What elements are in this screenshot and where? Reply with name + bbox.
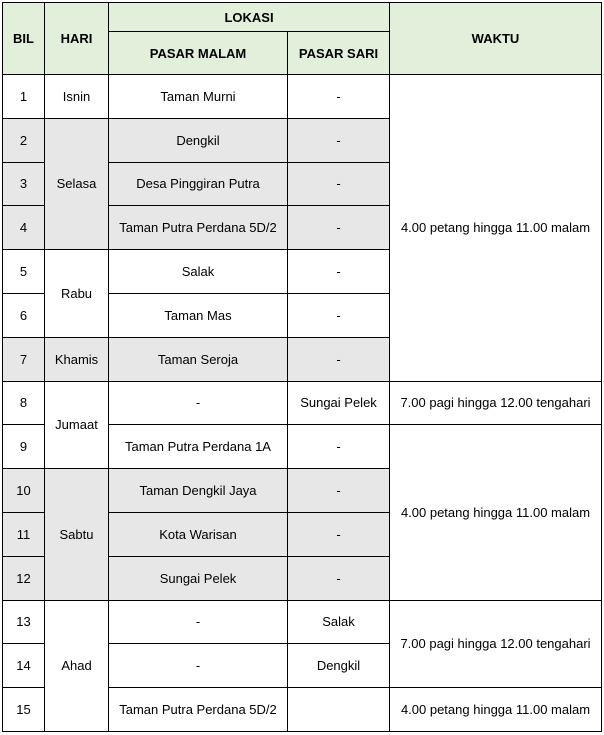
- row-number: 3: [3, 162, 45, 206]
- pasar-malam-cell: Taman Murni: [109, 75, 288, 119]
- pasar-malam-cell: Taman Mas: [109, 293, 288, 337]
- header-pasar-malam: PASAR MALAM: [109, 32, 288, 75]
- table-row: [3, 600, 602, 644]
- pasar-sari-cell: Salak: [288, 600, 390, 644]
- pasar-malam-cell: Kota Warisan: [109, 512, 288, 556]
- row-number: 2: [3, 118, 45, 162]
- day-cell: Rabu: [45, 250, 109, 338]
- row-number: 4: [3, 206, 45, 250]
- time-cell: 4.00 petang hingga 11.00 malam: [390, 688, 602, 732]
- row-number: 11: [3, 512, 45, 556]
- time-cell: 7.00 pagi hingga 12.00 tengahari: [390, 600, 602, 688]
- pasar-sari-cell: -: [288, 512, 390, 556]
- day-cell: Sabtu: [45, 469, 109, 600]
- day-cell: Khamis: [45, 337, 109, 381]
- pasar-sari-cell: -: [288, 250, 390, 294]
- pasar-sari-cell: -: [288, 293, 390, 337]
- row-number: 14: [3, 644, 45, 688]
- time-cell: 7.00 pagi hingga 12.00 tengahari: [390, 381, 602, 425]
- row-number: 10: [3, 469, 45, 513]
- pasar-malam-cell: -: [109, 381, 288, 425]
- time-cell: 4.00 petang hingga 11.00 malam: [390, 75, 602, 382]
- table-row: [3, 381, 602, 425]
- pasar-sari-cell: -: [288, 162, 390, 206]
- row-number: 13: [3, 600, 45, 644]
- header-lokasi: LOKASI: [109, 3, 390, 32]
- pasar-malam-cell: Taman Seroja: [109, 337, 288, 381]
- day-cell: Ahad: [45, 600, 109, 731]
- pasar-malam-cell: Desa Pinggiran Putra: [109, 162, 288, 206]
- pasar-sari-cell: -: [288, 556, 390, 600]
- header-waktu: WAKTU: [390, 3, 602, 75]
- pasar-malam-cell: Sungai Pelek: [109, 556, 288, 600]
- row-number: 12: [3, 556, 45, 600]
- pasar-sari-cell: Sungai Pelek: [288, 381, 390, 425]
- pasar-malam-cell: Salak: [109, 250, 288, 294]
- pasar-sari-cell: -: [288, 206, 390, 250]
- day-cell: Selasa: [45, 118, 109, 249]
- pasar-malam-cell: Taman Putra Perdana 5D/2: [109, 688, 288, 732]
- row-number: 5: [3, 250, 45, 294]
- pasar-sari-cell: -: [288, 118, 390, 162]
- pasar-malam-cell: Taman Putra Perdana 5D/2: [109, 206, 288, 250]
- pasar-malam-cell: Taman Dengkil Jaya: [109, 469, 288, 513]
- day-cell: Jumaat: [45, 381, 109, 469]
- pasar-malam-cell: Taman Putra Perdana 1A: [109, 425, 288, 469]
- header-bil: BIL: [3, 3, 45, 75]
- header-hari: HARI: [45, 3, 109, 75]
- pasar-sari-cell: [288, 688, 390, 732]
- row-number: 15: [3, 688, 45, 732]
- market-schedule-table: [2, 2, 602, 732]
- row-number: 7: [3, 337, 45, 381]
- header-pasar-sari: PASAR SARI: [288, 32, 390, 75]
- pasar-malam-cell: -: [109, 600, 288, 644]
- pasar-sari-cell: -: [288, 469, 390, 513]
- pasar-sari-cell: -: [288, 425, 390, 469]
- pasar-malam-cell: -: [109, 644, 288, 688]
- pasar-sari-cell: -: [288, 337, 390, 381]
- day-cell: Isnin: [45, 75, 109, 119]
- row-number: 1: [3, 75, 45, 119]
- row-number: 8: [3, 381, 45, 425]
- row-number: 6: [3, 293, 45, 337]
- pasar-sari-cell: -: [288, 75, 390, 119]
- pasar-sari-cell: Dengkil: [288, 644, 390, 688]
- time-cell: 4.00 petang hingga 11.00 malam: [390, 425, 602, 600]
- pasar-malam-cell: Dengkil: [109, 118, 288, 162]
- row-number: 9: [3, 425, 45, 469]
- table-row: [3, 75, 602, 119]
